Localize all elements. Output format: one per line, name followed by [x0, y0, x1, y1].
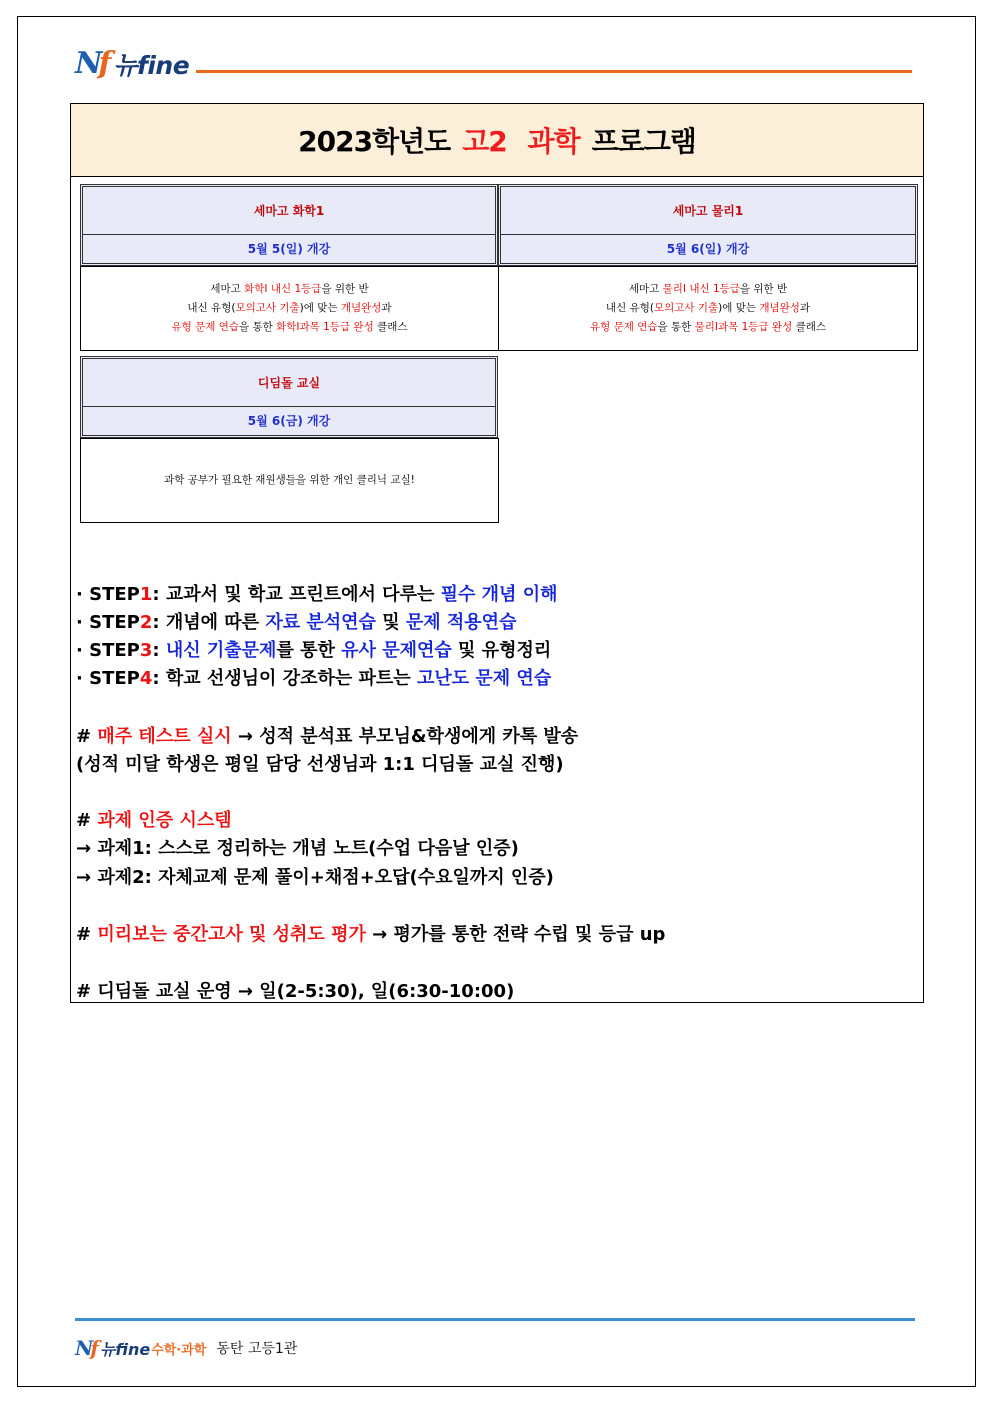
homework-item-2: → 과제2: 자체교제 문제 풀이+채점+오답(수요일까지 인증): [76, 867, 554, 888]
footer-logo-icon: Nf: [75, 1336, 96, 1360]
course-name: 세마고 화학1: [83, 187, 495, 235]
desc-line: 과학 공부가 필요한 재원생들을 위한 개인 클리닉 교실!: [164, 474, 415, 486]
didimdol-schedule: # 디딤돌 교실 운영 → 일(2-5:30), 일(6:30-10:00): [76, 981, 515, 1002]
course-header-chemistry: [80, 184, 498, 266]
logo-text: 뉴fine: [113, 51, 190, 80]
desc-line: 유형 문제 연습을 통한 화학Ⅰ과목 1등급 완성 클래스: [171, 321, 408, 333]
step-3: · STEP3: 내신 기출문제를 통한 유사 문제연습 및 유형정리: [76, 640, 552, 661]
desc-line: 내신 유형(모의고사 기출)에 맞는 개념완성과: [187, 302, 392, 314]
homework-item-1: → 과제1: 스스로 정리하는 개념 노트(수업 다음날 인증): [76, 838, 519, 859]
brand-logo: [75, 46, 189, 82]
footer-divider: [75, 1318, 915, 1321]
page-title: [71, 104, 923, 177]
footer-subjects: 수학·과학: [151, 1342, 207, 1358]
footer-branch: 동탄 고등1관: [216, 1341, 298, 1357]
course-date: 5월 6(일) 개강: [666, 241, 750, 256]
footer-brand: 뉴fine: [99, 1339, 151, 1359]
desc-line: 세마고 물리Ⅰ 내신 1등급을 위한 반: [628, 283, 788, 295]
exam-note: # 미리보는 중간고사 및 성취도 평가 → 평가를 통한 전략 수립 및 등급 up: [76, 924, 666, 945]
course-date: 5월 6(금) 개강: [247, 413, 331, 428]
course-date: 5월 5(일) 개강: [247, 241, 331, 256]
desc-line: 유형 문제 연습을 통한 물리Ⅰ과목 1등급 완성 클래스: [589, 321, 827, 333]
desc-line: 내신 유형(모의고사 기출)에 맞는 개념완성과: [605, 302, 811, 314]
course-header-didimdol: [80, 356, 498, 438]
course-header-physics: [498, 184, 918, 266]
step-4: · STEP4: 학교 선생님이 강조하는 파트는 고난도 문제 연습: [76, 668, 552, 689]
course-name: 세마고 물리1: [501, 187, 915, 235]
header-divider: [196, 70, 912, 73]
course-desc-didimdol: [80, 438, 499, 523]
course-desc-chemistry: [80, 266, 499, 351]
homework-heading: # 과제 인증 시스템: [76, 810, 232, 831]
step-1: · STEP1: 교과서 및 학교 프린트에서 다루는 필수 개념 이해: [76, 584, 558, 605]
course-name: 디딤돌 교실: [83, 359, 495, 407]
title-year: 2023학년도: [298, 125, 451, 158]
desc-line: 세마고 화학Ⅰ 내신 1등급을 위한 반: [210, 283, 369, 295]
course-desc-physics: [498, 266, 918, 351]
footer: [75, 1336, 297, 1360]
weekly-test-subnote: (성적 미달 학생은 평일 담당 선생님과 1:1 디딤돌 교실 진행): [76, 754, 564, 775]
weekly-test-note: # 매주 테스트 실시 → 성적 분석표 부모님&학생에게 카톡 발송: [76, 726, 579, 747]
title-program: 프로그램: [591, 125, 696, 158]
title-grade: 고2 과학: [462, 125, 580, 158]
step-2: · STEP2: 개념에 따른 자료 분석연습 및 문제 적용연습: [76, 612, 517, 633]
logo-mark-icon: Nf: [75, 46, 108, 81]
